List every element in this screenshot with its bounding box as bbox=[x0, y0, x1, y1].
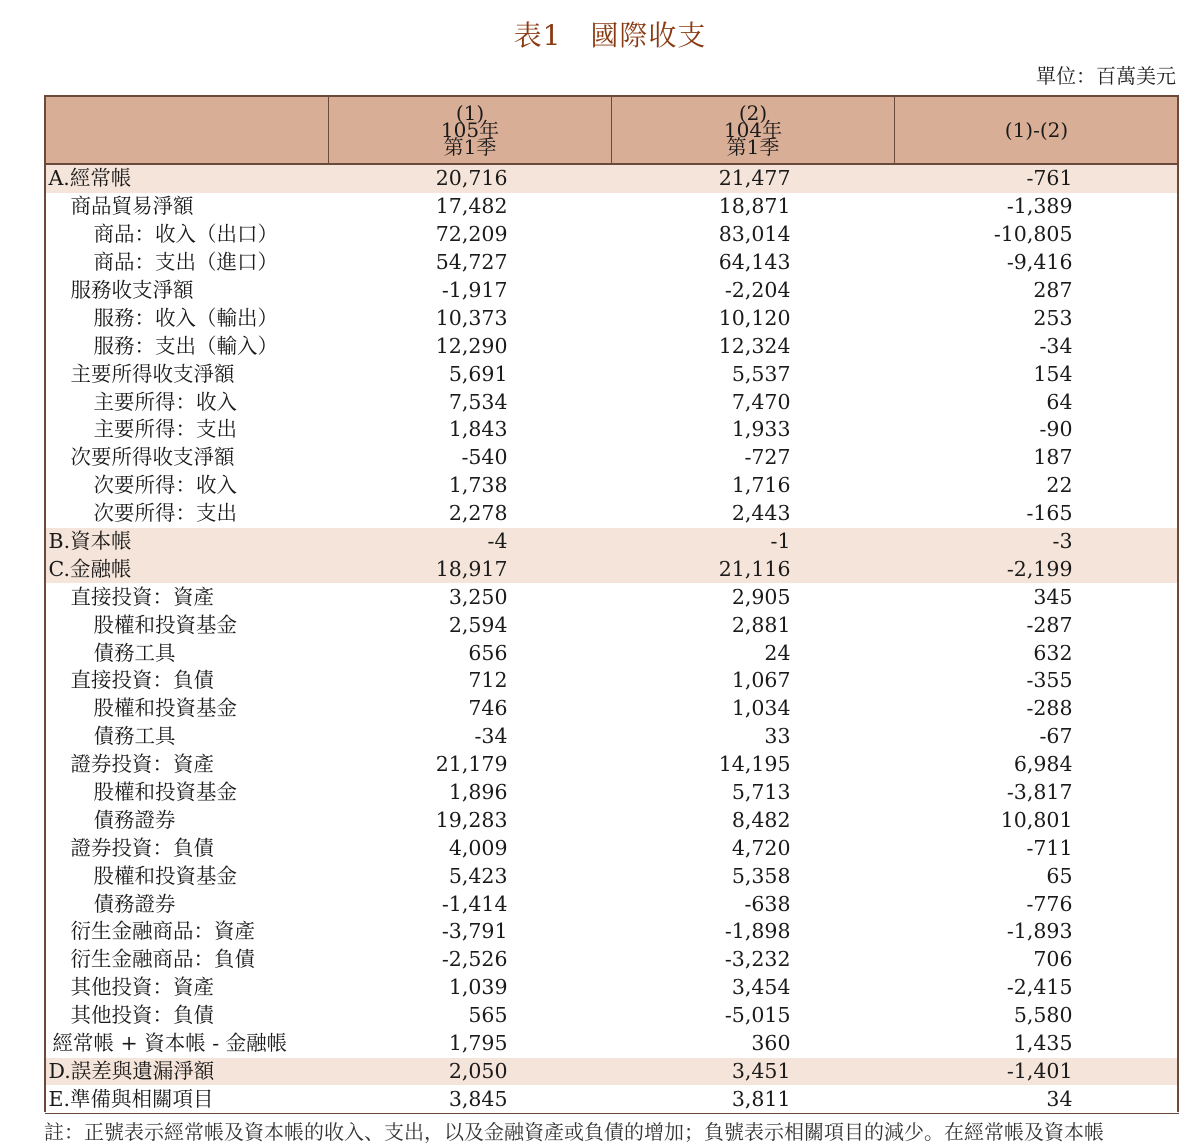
row-label: 服務：支出（輸入） bbox=[93, 333, 278, 358]
value-col1: 19,283 bbox=[435, 807, 508, 832]
table-row bbox=[45, 444, 1179, 472]
value-col3: -9,416 bbox=[1006, 250, 1073, 275]
table-row bbox=[45, 583, 1179, 611]
table-row bbox=[45, 1002, 1179, 1030]
value-col1: 72,209 bbox=[435, 222, 508, 247]
footnote: 註：正號表示經常帳及資本帳的收入、支出，以及金融資產或負債的增加；負號表示相關項目的減少。在經常帳及資本帳 bbox=[44, 1120, 1104, 1144]
value-col3: -1,893 bbox=[1006, 919, 1073, 944]
row-label: 證券投資：資產 bbox=[70, 752, 214, 777]
row-label: 股權和投資基金 bbox=[93, 863, 237, 888]
header-row bbox=[45, 96, 1179, 164]
table-row bbox=[45, 472, 1179, 500]
value-col2: 5,713 bbox=[731, 780, 791, 805]
value-col1: 12,290 bbox=[435, 333, 508, 358]
value-col2: -1 bbox=[612, 528, 895, 556]
value-col1: 2,278 bbox=[448, 501, 508, 526]
header-col2-line3: 第1季 bbox=[726, 134, 780, 159]
value-col2: 12,324 bbox=[718, 333, 791, 358]
value-col1: 2,594 bbox=[448, 612, 508, 637]
value-col2: 33 bbox=[764, 724, 791, 749]
value-col2: -3,232 bbox=[724, 947, 791, 972]
value-col3: -3 bbox=[895, 528, 1179, 556]
row-label: 股權和投資基金 bbox=[93, 612, 237, 637]
row-label: 其他投資：資產 bbox=[70, 975, 214, 1000]
value-col3: -165 bbox=[1026, 501, 1073, 526]
value-col1: -1,917 bbox=[441, 278, 508, 302]
table-row bbox=[45, 918, 1179, 946]
table-row bbox=[45, 1085, 1179, 1113]
table-row bbox=[45, 890, 1179, 918]
row-label: 次要所得：收入 bbox=[93, 473, 237, 498]
table-row bbox=[45, 416, 1179, 444]
value-col1: -34 bbox=[474, 724, 508, 749]
table-row bbox=[45, 862, 1179, 890]
value-col3: -288 bbox=[1026, 696, 1073, 721]
value-col1: 746 bbox=[468, 696, 508, 721]
table-row bbox=[45, 528, 1179, 556]
table-row bbox=[45, 304, 1179, 332]
value-col1: -3,791 bbox=[441, 919, 508, 944]
row-label: 直接投資：資產 bbox=[70, 584, 214, 609]
value-col3: -10,805 bbox=[993, 222, 1073, 247]
row-label: 經常帳 + 資本帳 - 金融帳 bbox=[52, 1031, 288, 1056]
value-col1: 1,843 bbox=[448, 417, 508, 442]
row-label: C.金融帳 bbox=[45, 555, 329, 583]
value-col3: -3,817 bbox=[1006, 780, 1073, 805]
row-label: 證券投資：負債 bbox=[70, 835, 214, 860]
table-row bbox=[45, 806, 1179, 834]
value-col1: 1,738 bbox=[448, 473, 508, 498]
value-col2: -2,204 bbox=[724, 278, 791, 302]
row-label: B.資本帳 bbox=[45, 528, 329, 556]
value-col3: 5,580 bbox=[1013, 1003, 1073, 1028]
header-col1-line2: 105年 bbox=[440, 117, 500, 142]
value-col2: -5,015 bbox=[724, 1003, 791, 1028]
value-col2: 64,143 bbox=[718, 250, 791, 275]
value-col3: -2,415 bbox=[1006, 975, 1073, 1000]
value-col2: 18,871 bbox=[718, 194, 791, 219]
header-col1-line3: 第1季 bbox=[443, 134, 497, 159]
table-title: 表1 國際收支 bbox=[513, 19, 707, 52]
value-col1: -4 bbox=[329, 528, 612, 556]
table-row bbox=[45, 164, 1179, 193]
value-col2: 2,881 bbox=[731, 612, 791, 637]
row-label: 次要所得收支淨額 bbox=[70, 445, 235, 470]
row-label: 商品：支出（進口） bbox=[93, 250, 278, 275]
table-row bbox=[45, 695, 1179, 723]
row-label: A.經常帳 bbox=[45, 164, 329, 193]
value-col1: 54,727 bbox=[435, 250, 508, 275]
header-col3: (1)-(2) bbox=[895, 96, 1179, 164]
table-row bbox=[45, 221, 1179, 249]
row-label: 服務收支淨額 bbox=[70, 278, 194, 302]
row-label: 衍生金融商品：資產 bbox=[70, 919, 255, 944]
value-col2: 24 bbox=[764, 640, 791, 665]
value-col2: 1,034 bbox=[731, 696, 791, 721]
value-col2: 8,482 bbox=[731, 807, 791, 832]
value-col1: 565 bbox=[468, 1003, 508, 1028]
value-col3: -34 bbox=[1039, 333, 1073, 358]
table-row bbox=[45, 1030, 1179, 1058]
value-col1: 1,039 bbox=[448, 975, 508, 1000]
value-col3: -287 bbox=[1026, 612, 1073, 637]
table-row bbox=[45, 500, 1179, 528]
value-col3: 345 bbox=[1033, 584, 1073, 609]
value-col1: 712 bbox=[468, 668, 508, 693]
value-col3: 65 bbox=[1046, 863, 1073, 888]
value-col1: -2,526 bbox=[441, 947, 508, 972]
value-col2: -638 bbox=[744, 891, 791, 916]
header-label-cell bbox=[45, 96, 329, 164]
value-col1: 18,917 bbox=[329, 555, 612, 583]
value-col3: 287 bbox=[1033, 278, 1073, 302]
row-label: 衍生金融商品：負債 bbox=[70, 947, 255, 972]
balance-of-payments-table bbox=[44, 95, 1179, 1114]
table-row bbox=[45, 249, 1179, 277]
value-col3: 10,801 bbox=[1000, 807, 1073, 832]
value-col3: -761 bbox=[895, 164, 1179, 193]
value-col2: 2,905 bbox=[731, 584, 791, 609]
value-col3: -67 bbox=[1039, 724, 1073, 749]
row-label: 債務工具 bbox=[93, 640, 176, 665]
value-col1: 5,691 bbox=[448, 361, 508, 386]
table-row bbox=[45, 834, 1179, 862]
row-label: 債務工具 bbox=[93, 724, 176, 749]
table-row bbox=[45, 751, 1179, 779]
header-col1-line1: (1) bbox=[455, 100, 485, 125]
value-col3: 64 bbox=[1046, 389, 1073, 414]
row-label: 其他投資：負債 bbox=[70, 1003, 214, 1028]
value-col3: -1,401 bbox=[895, 1058, 1179, 1086]
value-col1: 2,050 bbox=[329, 1058, 612, 1086]
value-col2: 5,537 bbox=[731, 361, 791, 386]
value-col3: 632 bbox=[1033, 640, 1073, 665]
value-col1: 3,250 bbox=[448, 584, 508, 609]
header-col1 bbox=[329, 96, 612, 164]
value-col3: -2,199 bbox=[895, 555, 1179, 583]
value-col3: 154 bbox=[1033, 361, 1073, 386]
row-label: 債務證券 bbox=[93, 891, 176, 916]
row-label: 商品貿易淨額 bbox=[70, 194, 194, 219]
row-label: 主要所得：收入 bbox=[93, 389, 237, 414]
table-row bbox=[45, 667, 1179, 695]
row-label: 股權和投資基金 bbox=[93, 696, 237, 721]
row-label: 主要所得：支出 bbox=[93, 417, 237, 442]
table-row bbox=[45, 723, 1179, 751]
row-label: E.準備與相關項目 bbox=[45, 1085, 329, 1113]
value-col2: 1,067 bbox=[731, 668, 791, 693]
value-col3: 706 bbox=[1033, 947, 1073, 972]
value-col1: 5,423 bbox=[448, 863, 508, 888]
value-col2: 360 bbox=[751, 1031, 791, 1056]
table-row bbox=[45, 277, 1179, 305]
row-label: 主要所得收支淨額 bbox=[70, 361, 235, 386]
value-col2: 83,014 bbox=[718, 222, 791, 247]
unit-label: 單位：百萬美元 bbox=[1036, 64, 1176, 88]
row-label: 商品：收入（出口） bbox=[93, 222, 278, 247]
table-row bbox=[45, 555, 1179, 583]
value-col1: 21,179 bbox=[435, 752, 508, 777]
value-col3: 1,435 bbox=[1013, 1031, 1073, 1056]
value-col2: 4,720 bbox=[731, 835, 791, 860]
row-label: 服務：收入（輸出） bbox=[93, 305, 278, 330]
value-col1: 17,482 bbox=[435, 194, 508, 219]
header-col2-line2: 104年 bbox=[723, 117, 783, 142]
table-row bbox=[45, 193, 1179, 221]
value-col1: 7,534 bbox=[448, 389, 508, 414]
value-col1: 1,896 bbox=[448, 780, 508, 805]
row-label: 債務證券 bbox=[93, 807, 176, 832]
value-col2: 21,477 bbox=[612, 164, 895, 193]
value-col3: 253 bbox=[1033, 305, 1073, 330]
table-row bbox=[45, 639, 1179, 667]
value-col2: -727 bbox=[744, 445, 791, 470]
row-label: 直接投資：負債 bbox=[70, 668, 214, 693]
value-col1: 656 bbox=[468, 640, 508, 665]
value-col2: 3,451 bbox=[612, 1058, 895, 1086]
value-col2: 7,470 bbox=[731, 389, 791, 414]
table-row bbox=[45, 388, 1179, 416]
table-row bbox=[45, 332, 1179, 360]
value-col1: -1,414 bbox=[441, 891, 508, 916]
table-row bbox=[45, 779, 1179, 807]
value-col2: 10,120 bbox=[718, 305, 791, 330]
table-left-border bbox=[44, 95, 46, 1112]
table-row bbox=[45, 946, 1179, 974]
value-col2: 1,933 bbox=[731, 417, 791, 442]
value-col2: 3,454 bbox=[731, 975, 791, 1000]
value-col2: 2,443 bbox=[731, 501, 791, 526]
value-col1: -540 bbox=[461, 445, 508, 470]
row-label: D.誤差與遺漏淨額 bbox=[45, 1058, 329, 1086]
value-col3: 22 bbox=[1046, 473, 1073, 498]
value-col2: 5,358 bbox=[731, 863, 791, 888]
table-row bbox=[45, 1058, 1179, 1086]
header-col2 bbox=[612, 96, 895, 164]
table-row bbox=[45, 611, 1179, 639]
value-col2: 1,716 bbox=[731, 473, 791, 498]
value-col2: -1,898 bbox=[724, 919, 791, 944]
table-row bbox=[45, 360, 1179, 388]
value-col1: 10,373 bbox=[435, 305, 508, 330]
header-col2-line1: (2) bbox=[738, 100, 768, 125]
value-col3: -711 bbox=[1026, 835, 1073, 860]
value-col3: -776 bbox=[1026, 891, 1073, 916]
table-row bbox=[45, 974, 1179, 1002]
value-col1: 1,795 bbox=[448, 1031, 508, 1056]
value-col1: 3,845 bbox=[329, 1085, 612, 1113]
value-col2: 21,116 bbox=[612, 555, 895, 583]
row-label: 股權和投資基金 bbox=[93, 780, 237, 805]
value-col3: 6,984 bbox=[1013, 752, 1073, 777]
value-col3: -355 bbox=[1026, 668, 1073, 693]
row-label: 次要所得：支出 bbox=[93, 501, 237, 526]
value-col3: 34 bbox=[895, 1085, 1179, 1113]
value-col3: -1,389 bbox=[1006, 194, 1073, 219]
value-col1: 20,716 bbox=[329, 164, 612, 193]
table-right-border bbox=[1177, 95, 1179, 1112]
value-col2: 3,811 bbox=[612, 1085, 895, 1113]
value-col3: 187 bbox=[1033, 445, 1073, 470]
value-col3: -90 bbox=[1039, 417, 1073, 442]
value-col1: 4,009 bbox=[448, 835, 508, 860]
value-col2: 14,195 bbox=[718, 752, 791, 777]
